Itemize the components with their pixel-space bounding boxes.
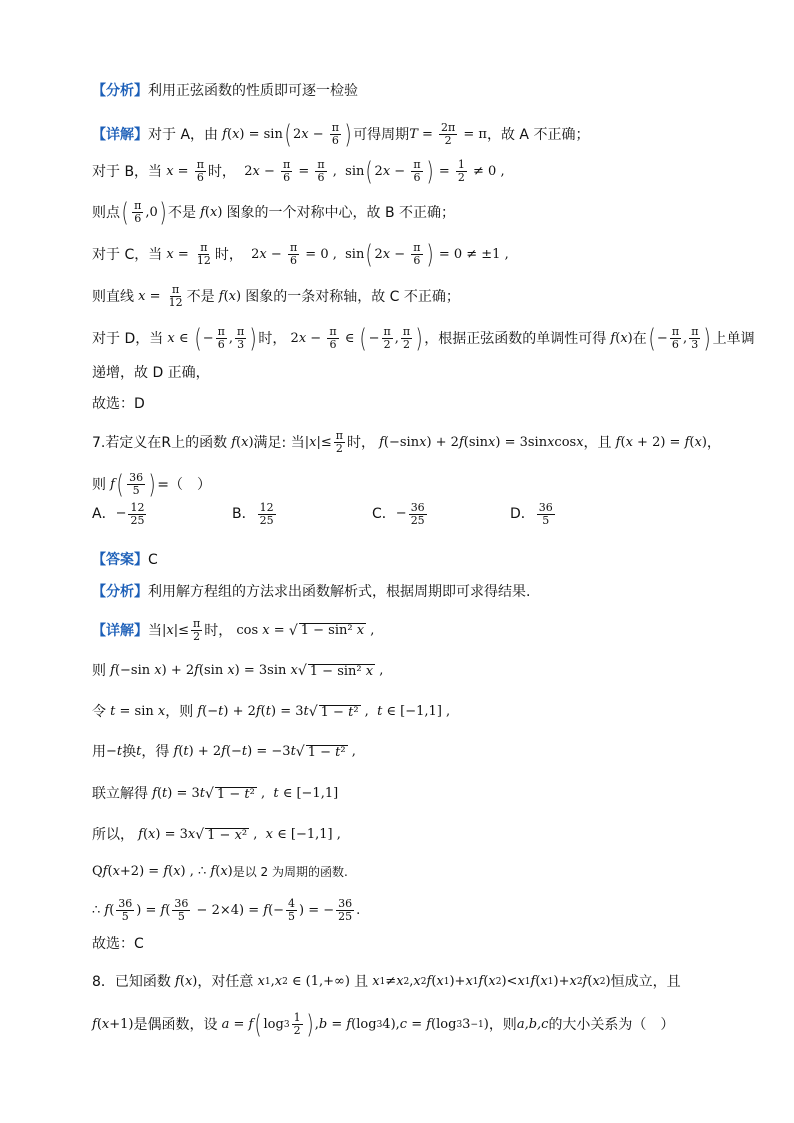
option-d[interactable]: D． $\frac{36}{5}$ [510, 500, 553, 527]
q7-step-1: 【详解】 当 | x |≤ $\frac{\pi}{2}$ 时， cos x = √ 1 − sin² x , [92, 617, 375, 643]
q6-choose: 故选：D [92, 396, 145, 412]
q7-step-3: 令 t = sin x ，则 f (− t ) + 2 f ( t ) = 3 t √ 1 − t² , t ∈ [−1,1] , [92, 704, 451, 720]
answer-tag: 【答案】 [92, 552, 148, 568]
q6-detail-d: 对于 D，当 x ∈ ( − $\frac{\pi}{6}$ , $\frac{\pi}{3}$ ) 时， 2 x − $\frac{\pi}{6}$ ∈ ( − $\frac{\pi}{2}$ , $\frac{\pi}{2}$ ) ，根据正弦函数的单调性可得 f ( x ) 在 ( − $\frac{\pi}{6}$ , $\frac{\pi}{3}$ ) 上单调 [92, 323, 755, 354]
q7-step-7: Q f ( x +2) = f ( x ) , ∴ f ( x ) 是以 2 为周期的函数. [92, 864, 348, 879]
q7-analysis: 【分析】 利用解方程组的方法求出函数解析式，根据周期即可求得结果. [92, 584, 531, 600]
q6-detail-c2: 则直线 x = $\frac{\pi}{12}$ 不是 f ( x ) 图象的一条对称轴，故 C 不正确； [92, 283, 460, 309]
q7-step-8: ∴ f ( $\frac{36}{5}$ ) = f ( $\frac{36}{5}$ − 2×4) = f (− $\frac{4}{5}$ ) = − $\frac{36}{25}$ . [92, 897, 361, 923]
analysis-tag: 【分析】 [92, 83, 148, 99]
q6-detail-c: 对于 C，当 x = $\frac{\pi}{12}$ 时， 2 x − $\frac{\pi}{6}$ = 0 , sin ( 2 x − $\frac{\pi}{6}$ ) = 0 ≠ ±1 , [92, 239, 509, 270]
q6-detail-a: 【详解】 对于 A，由 f ( x ) = sin ( 2 x − $\frac{\pi}{6}$ ) 可得周期 T = $\frac{2\pi}{2}$ = π ，故 A 不正确； [92, 119, 590, 150]
q7-step-4: 用 − t 换 t ，得 f ( t ) + 2 f (− t ) = −3 t √ 1 − t² , [92, 744, 356, 760]
option-a[interactable]: A． − $\frac{12}{25}$ [92, 500, 145, 527]
option-b[interactable]: B． $\frac{12}{25}$ [232, 500, 274, 527]
q8-stem: 8．已知函数 f ( x ) ，对任意 x 1 , x 2 ∈ (1,+∞) 且 x 1 ≠ x 2 , x 2 f ( x 1 )+ x 1 f ( x 2 )< x 1 f ( x 1 )+ x 2 f ( x 2 ) 恒成立，且 [92, 974, 681, 990]
q6-detail-b2: 则点 ( $\frac{\pi}{6}$ ,0 ) 不是 f ( x ) 图象的一个对称中心，故 B 不正确； [92, 197, 456, 228]
q7-answer: 【答案】 C [92, 552, 158, 568]
detail-tag: 【详解】 [92, 126, 148, 143]
q7-step-2: 则 f (−sin x ) + 2 f (sin x ) = 3sin x √ 1 − sin² x , [92, 663, 384, 679]
option-c[interactable]: C． − $\frac{36}{25}$ [372, 500, 425, 527]
q6-detail-b: 对于 B，当 x = $\frac{\pi}{6}$ 时， 2 x − $\frac{\pi}{6}$ = $\frac{\pi}{6}$ , sin ( 2 x − $\frac{\pi}{6}$ ) = $\frac{1}{2}$ ≠ 0 , [92, 156, 505, 187]
q7-step-5: 联立解得 f ( t ) = 3 t √ 1 − t² , t ∈ [−1,1] [92, 786, 339, 802]
q7-choose: 故选：C [92, 936, 144, 952]
q7-ask: 则 f ( $\frac{36}{5}$ ) =（ ） [92, 469, 211, 500]
q6-analysis: 【分析】 利用正弦函数的性质即可逐一检验 [92, 83, 358, 99]
q6-detail-d2: 递增，故 D 正确， [92, 365, 210, 381]
q8-stem-2: f ( x +1) 是偶函数，设 a = f ( log 3 $\frac{1}{2}$ ) , b = f (log 3 4), c = f (log 3 3 −1 ) ，则 a,b,c 的大小关系为（ ） [92, 1009, 675, 1040]
q7-stem: 7.若定义在R上的函数 f ( x ) 满足: 当 | x |≤ $\frac{\pi}{2}$ 时， f (−sin x ) + 2 f (sin x ) = 3sin x cos x ，且 f ( x + 2) = f ( x ) ， [92, 429, 721, 455]
q7-step-6: 所以， f ( x ) = 3 x √ 1 − x² , x ∈ [−1,1] , [92, 827, 341, 843]
